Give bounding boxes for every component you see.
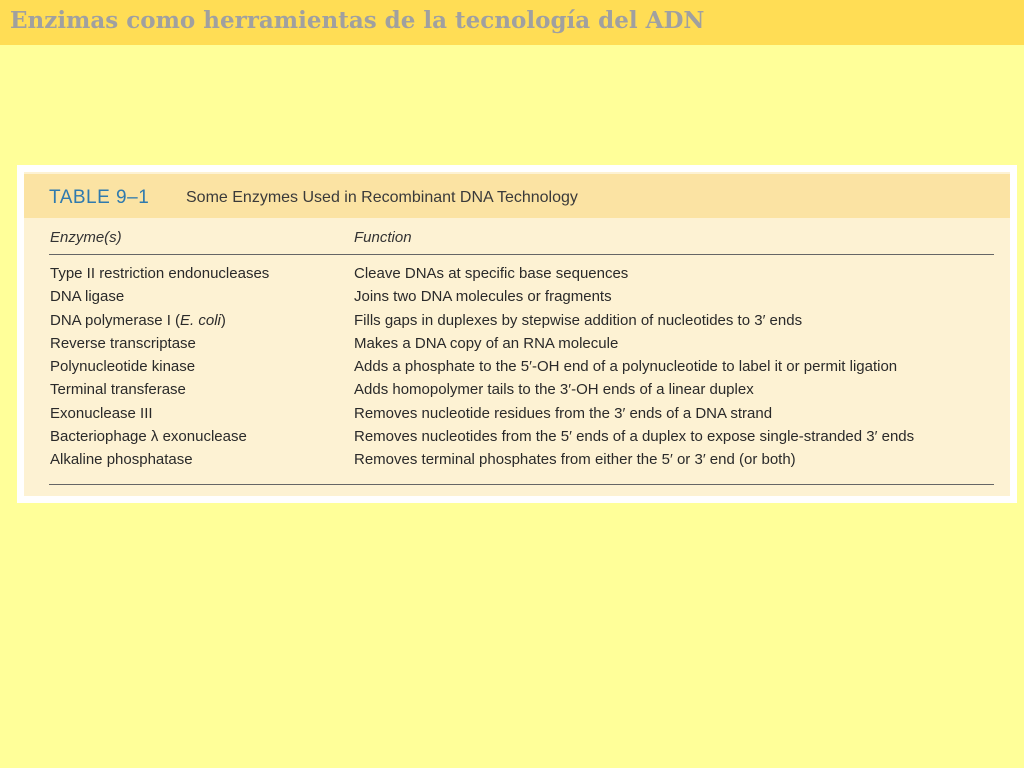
table-row — [24, 405, 1010, 428]
table-header-band — [24, 174, 1010, 218]
table-caption: Some Enzymes Used in Recombinant DNA Technology — [186, 189, 578, 206]
table-row — [24, 381, 1010, 404]
table-row — [24, 312, 1010, 335]
table-row — [24, 265, 1010, 288]
function-cell: Removes terminal phosphates from either the 5′ or 3′ end (or both) — [354, 451, 796, 469]
slide-title: Enzimas como herramientas de la tecnología del ADN — [10, 7, 705, 34]
enzyme-cell: DNA polymerase I (E. coli) — [50, 311, 226, 329]
enzyme-cell: Terminal transferase — [50, 381, 186, 399]
table-row — [24, 335, 1010, 358]
function-cell: Fills gaps in duplexes by stepwise addition of nucleotides to 3′ ends — [354, 311, 803, 329]
function-cell: Removes nucleotides from the 5′ ends of a duplex to expose single-stranded 3′ ends — [354, 428, 915, 446]
enzyme-cell: Exonuclease III — [50, 404, 153, 422]
enzyme-cell: Reverse transcriptase — [50, 334, 196, 352]
table-row — [24, 358, 1010, 381]
column-header-enzyme: Enzyme(s) — [50, 229, 122, 246]
enzyme-cell: Type II restriction endonucleases — [50, 265, 270, 282]
enzyme-cell: DNA ligase — [50, 288, 125, 306]
column-header-function: Function — [354, 229, 412, 246]
header-rule — [49, 254, 994, 255]
table-number: TABLE 9–1 — [49, 187, 150, 208]
table-image-frame — [17, 165, 1017, 503]
table-row — [24, 288, 1010, 311]
table-body — [24, 265, 1010, 475]
enzyme-cell: Bacteriophage λ exonuclease — [50, 428, 247, 446]
function-cell: Cleave DNAs at specific base sequences — [354, 265, 629, 282]
function-cell: Joins two DNA molecules or fragments — [354, 288, 612, 306]
function-cell: Adds homopolymer tails to the 3′-OH ends of a linear duplex — [354, 381, 754, 399]
table-row — [24, 451, 1010, 474]
organism-name: E. coli — [180, 311, 221, 329]
function-cell: Removes nucleotide residues from the 3′ ends of a DNA strand — [354, 404, 773, 422]
enzyme-table — [24, 172, 1010, 496]
enzyme-cell: Polynucleotide kinase — [50, 358, 196, 376]
function-cell: Makes a DNA copy of an RNA molecule — [354, 334, 619, 352]
enzyme-cell: Alkaline phosphatase — [50, 451, 193, 469]
title-bar — [0, 0, 1024, 45]
footer-rule — [49, 484, 994, 485]
table-row — [24, 428, 1010, 451]
function-cell: Adds a phosphate to the 5′-OH end of a polynucleotide to label it or permit ligation — [354, 358, 898, 376]
